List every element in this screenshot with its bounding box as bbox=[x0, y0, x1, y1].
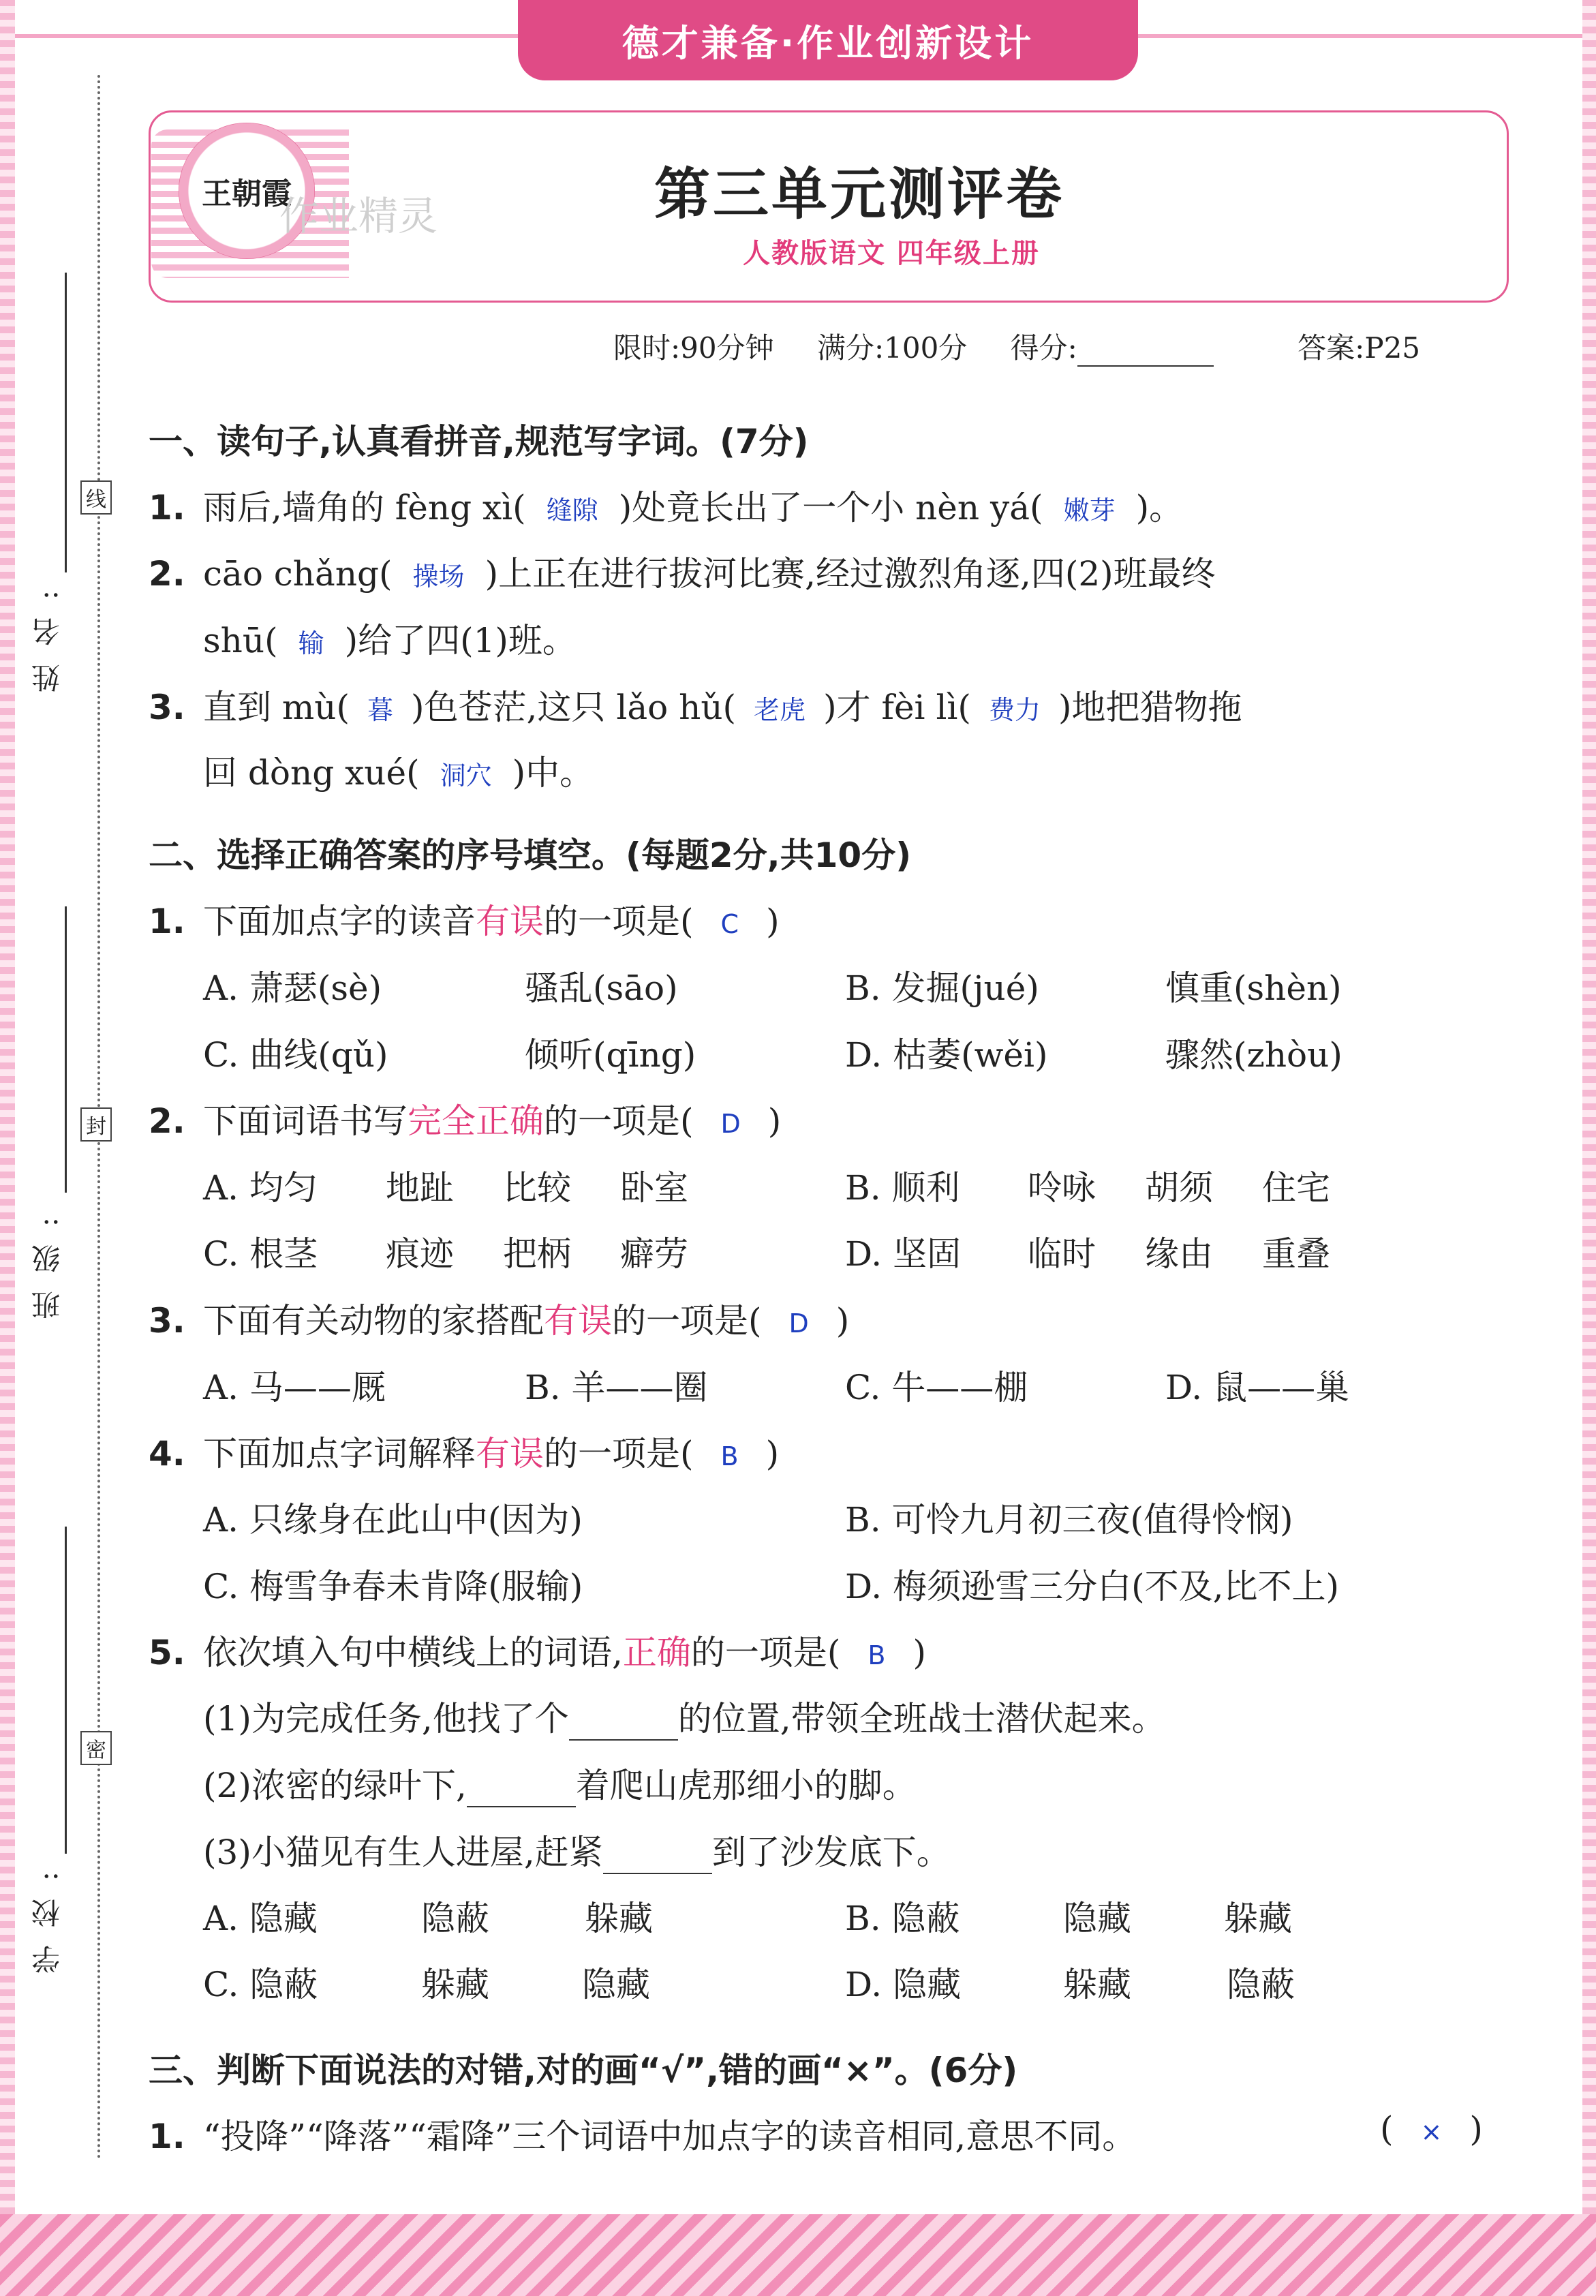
exam-info-row bbox=[613, 326, 1454, 367]
q-text: cāo chǎng( bbox=[203, 554, 393, 594]
q-text: 的一项是( bbox=[544, 1101, 694, 1141]
s1-q3 bbox=[149, 680, 1242, 729]
option-row bbox=[203, 1028, 388, 1077]
option-d: D. 枯萎(wěi) bbox=[845, 1035, 1048, 1075]
question-number: 4. bbox=[149, 1434, 185, 1473]
option-row bbox=[203, 1493, 583, 1542]
fill-blank[interactable] bbox=[569, 1712, 678, 1741]
s3-q1 bbox=[149, 2109, 1136, 2158]
option-row bbox=[845, 961, 1039, 1010]
option-a-2: 骚乱(sāo) bbox=[525, 968, 678, 1008]
q-text: 的一项是( bbox=[544, 902, 694, 941]
question-number: 5. bbox=[149, 1633, 185, 1672]
answer-text: 老虎 bbox=[754, 695, 806, 725]
option-d-2: 骤然(zhòu) bbox=[1165, 1035, 1342, 1075]
q-text: )中。 bbox=[512, 753, 594, 793]
option-b: B. 发掘(jué) bbox=[845, 968, 1039, 1008]
class-label: 班级: bbox=[31, 1199, 64, 1320]
q-text: shū( bbox=[203, 621, 278, 660]
key-word: 有误 bbox=[544, 1301, 612, 1341]
option-word: 躲藏 bbox=[1224, 1899, 1292, 1938]
bracket: ) bbox=[1469, 2109, 1483, 2149]
option-row bbox=[845, 1028, 1048, 1077]
q-text: “投降”“降落”“霜降”三个词语中加点字的读音相同,意思不同。 bbox=[203, 2117, 1137, 2156]
q-text: )才 fèi lì( bbox=[823, 688, 971, 727]
option-word: 地趾 bbox=[386, 1168, 454, 1208]
fill-blank[interactable] bbox=[467, 1779, 576, 1807]
option-row bbox=[845, 1493, 1293, 1542]
full-score: 满分:100分 bbox=[816, 331, 968, 365]
s2-q2 bbox=[149, 1094, 781, 1143]
option-b-2: 慎重(shèn) bbox=[1165, 968, 1342, 1008]
key-word: 正确 bbox=[622, 1633, 691, 1672]
option-row bbox=[845, 1360, 1028, 1409]
question-number: 2. bbox=[149, 554, 185, 594]
q-text: (1)为完成任务,他找了个 bbox=[203, 1699, 569, 1739]
q-text: )处竟长出了一个小 nèn yá( bbox=[618, 488, 1043, 527]
q-text: )色苍茫,这只 lǎo hǔ( bbox=[411, 688, 737, 727]
q-text: 下面有关动物的家搭配 bbox=[203, 1301, 544, 1341]
option-word: 隐藏 bbox=[582, 1965, 650, 2004]
question-number: 2. bbox=[149, 1101, 185, 1141]
option-row bbox=[1165, 961, 1342, 1010]
q-text: 直到 mù( bbox=[203, 688, 350, 727]
time-limit: 限时:90分钟 bbox=[613, 331, 774, 365]
option-c: C. 牛——棚 bbox=[845, 1368, 1028, 1407]
s1-q2-cont bbox=[203, 613, 577, 662]
answer-text: 暮 bbox=[367, 695, 394, 725]
name-blank[interactable] bbox=[65, 273, 67, 572]
option-row bbox=[845, 1559, 1339, 1608]
option-word: A. 隐藏 bbox=[203, 1899, 318, 1938]
option-a: A. 只缘身在此山中(因为) bbox=[203, 1500, 583, 1540]
q-text: 下面加点字的读音 bbox=[203, 902, 476, 941]
option-word: 住宅 bbox=[1262, 1168, 1330, 1208]
watermark: 作业精灵 bbox=[279, 193, 438, 239]
option-word: 隐蔽 bbox=[1227, 1965, 1295, 2004]
q-text: (3)小猫见有生人进屋,赶紧 bbox=[203, 1833, 603, 1872]
section-3-title: 三、判断下面说法的对错,对的画“√”,错的画“×”。(6分) bbox=[149, 2051, 1018, 2090]
option-row bbox=[525, 961, 678, 1010]
option-word: C. 根茎 bbox=[203, 1234, 318, 1274]
option-word: B. 隐蔽 bbox=[845, 1899, 960, 1938]
page-title: 第三单元测评卷 bbox=[654, 162, 1065, 227]
option-word: D. 隐藏 bbox=[845, 1965, 962, 2004]
binding-mark-line: 线 bbox=[80, 480, 112, 515]
score-label: 得分: bbox=[1010, 331, 1077, 365]
option-word: 临时 bbox=[1028, 1234, 1096, 1274]
bracket: ( bbox=[1380, 2109, 1394, 2149]
s1-q2 bbox=[149, 547, 1216, 596]
q-text: 下面加点字词解释 bbox=[203, 1434, 476, 1473]
option-word: 重叠 bbox=[1262, 1234, 1330, 1274]
option-row bbox=[525, 1028, 696, 1077]
binding-mark-close: 密 bbox=[80, 1731, 112, 1765]
option-word: 躲藏 bbox=[421, 1965, 489, 2004]
question-number: 1. bbox=[149, 488, 185, 527]
option-word: B. 顺利 bbox=[845, 1168, 960, 1208]
binding-mark-seal: 封 bbox=[80, 1107, 112, 1142]
name-label: 姓名: bbox=[31, 572, 64, 693]
q-text: 雨后,墙角的 fèng xì( bbox=[203, 488, 526, 527]
q-text: 的一项是( bbox=[612, 1301, 762, 1341]
s1-q3-cont bbox=[203, 746, 594, 795]
q-text: 下面词语书写 bbox=[203, 1101, 408, 1141]
answer-text: B bbox=[868, 1640, 886, 1670]
q-text: 的一项是( bbox=[690, 1633, 841, 1672]
option-c-2: 倾听(qīng) bbox=[525, 1035, 696, 1075]
option-word: A. 均匀 bbox=[203, 1168, 318, 1208]
option-word: 缘由 bbox=[1145, 1234, 1213, 1274]
option-row bbox=[203, 1559, 583, 1608]
sentence-2 bbox=[203, 1758, 917, 1807]
school-label: 学校: bbox=[31, 1854, 64, 1974]
question-number: 3. bbox=[149, 1301, 185, 1341]
q-text: ) bbox=[912, 1633, 927, 1672]
option-word: 躲藏 bbox=[1063, 1965, 1131, 2004]
q-text: )给了四(1)班。 bbox=[344, 621, 577, 660]
option-row bbox=[203, 961, 382, 1010]
school-blank[interactable] bbox=[65, 1527, 67, 1854]
q-text: 的一项是( bbox=[544, 1434, 694, 1473]
q-text: 着爬山虎那细小的脚。 bbox=[575, 1766, 917, 1805]
option-b: B. 羊——圈 bbox=[525, 1368, 708, 1407]
answer-text: C bbox=[720, 909, 739, 939]
sentence-3 bbox=[203, 1825, 951, 1874]
option-word: C. 隐蔽 bbox=[203, 1965, 318, 2004]
option-c: C. 梅雪争春未肯降(服输) bbox=[203, 1567, 583, 1606]
option-word: 比较 bbox=[503, 1168, 571, 1208]
q-text: (2)浓密的绿叶下, bbox=[203, 1766, 467, 1805]
s1-q1 bbox=[149, 480, 1183, 530]
bottom-decorative-border bbox=[0, 2214, 1596, 2296]
answer-text: D bbox=[720, 1109, 741, 1139]
option-word: 胡须 bbox=[1145, 1168, 1213, 1208]
answer-text: 输 bbox=[298, 628, 324, 658]
option-d: D. 梅须逊雪三分白(不及,比不上) bbox=[845, 1567, 1339, 1606]
question-number: 1. bbox=[149, 902, 185, 941]
q-text: )地把猎物拖 bbox=[1058, 688, 1242, 727]
answer-text: 费力 bbox=[988, 695, 1041, 725]
series-banner: 德才兼备·作业创新设计 bbox=[518, 0, 1138, 80]
s2-q3 bbox=[149, 1294, 849, 1343]
option-c: C. 曲线(qǔ) bbox=[203, 1035, 388, 1075]
section-1-title: 一、读句子,认真看拼音,规范写字词。(7分) bbox=[149, 422, 809, 461]
s2-q4 bbox=[149, 1426, 779, 1475]
q-text: 回 dòng xué( bbox=[203, 753, 420, 793]
option-word: 隐蔽 bbox=[421, 1899, 489, 1938]
option-word: D. 坚固 bbox=[845, 1234, 962, 1274]
page-subtitle: 人教版语文 四年级上册 bbox=[743, 238, 1040, 269]
q-text: )。 bbox=[1135, 488, 1184, 527]
s2-q5 bbox=[149, 1625, 926, 1674]
option-word: 隐藏 bbox=[1063, 1899, 1131, 1938]
option-a: A. 马——厩 bbox=[203, 1368, 386, 1407]
key-word: 有误 bbox=[476, 902, 544, 941]
q-text: ) bbox=[767, 1101, 782, 1141]
sentence-1 bbox=[203, 1692, 1166, 1741]
key-word: 完全正确 bbox=[408, 1101, 544, 1141]
option-word: 把柄 bbox=[503, 1234, 571, 1274]
option-b: B. 可怜九月初三夜(值得怜悯) bbox=[845, 1500, 1293, 1540]
answer-text: B bbox=[720, 1441, 739, 1471]
s2-q1 bbox=[149, 894, 780, 943]
option-row bbox=[525, 1360, 708, 1409]
option-row bbox=[203, 1360, 386, 1409]
answer-text: 洞穴 bbox=[440, 761, 492, 791]
q-text: )上正在进行拔河比赛,经过激烈角逐,四(2)班最终 bbox=[485, 554, 1216, 594]
q-text: 的位置,带领全班战士潜伏起来。 bbox=[677, 1699, 1166, 1739]
option-word: 躲藏 bbox=[585, 1899, 653, 1938]
answer-text: D bbox=[788, 1308, 809, 1338]
answer-text: 操场 bbox=[412, 562, 465, 592]
option-word: 卧室 bbox=[620, 1168, 688, 1208]
class-blank[interactable] bbox=[65, 906, 67, 1193]
left-decorative-border bbox=[0, 0, 15, 2296]
answer-text: × bbox=[1420, 2117, 1443, 2147]
option-word: 痕迹 bbox=[386, 1234, 454, 1274]
s3-q1-answer bbox=[1380, 2109, 1483, 2149]
section-2-title: 二、选择正确答案的序号填空。(每题2分,共10分) bbox=[149, 836, 912, 875]
option-d: D. 鼠——巢 bbox=[1165, 1368, 1350, 1407]
score-blank[interactable] bbox=[1077, 341, 1214, 367]
option-row bbox=[1165, 1028, 1342, 1077]
answer-reference: 答案:P25 bbox=[1298, 331, 1421, 365]
key-word: 有误 bbox=[476, 1434, 544, 1473]
right-decorative-border bbox=[1582, 0, 1596, 2296]
q-text: ) bbox=[766, 902, 780, 941]
fill-blank[interactable] bbox=[603, 1846, 712, 1874]
answer-text: 缝隙 bbox=[546, 495, 598, 525]
q-text: 依次填入句中横线上的词语, bbox=[203, 1633, 623, 1672]
q-text: ) bbox=[835, 1301, 850, 1341]
question-number: 1. bbox=[149, 2117, 185, 2156]
option-word: 呤咏 bbox=[1028, 1168, 1096, 1208]
q-text: 到了沙发底下。 bbox=[711, 1833, 951, 1872]
answer-text: 嫩芽 bbox=[1063, 495, 1116, 525]
option-word: 癖劳 bbox=[620, 1234, 688, 1274]
option-a: A. 萧瑟(sè) bbox=[203, 968, 382, 1008]
option-row bbox=[1165, 1360, 1349, 1409]
question-number: 3. bbox=[149, 688, 185, 727]
q-text: ) bbox=[765, 1434, 780, 1473]
logo-text: 王朝霞 bbox=[202, 177, 292, 211]
